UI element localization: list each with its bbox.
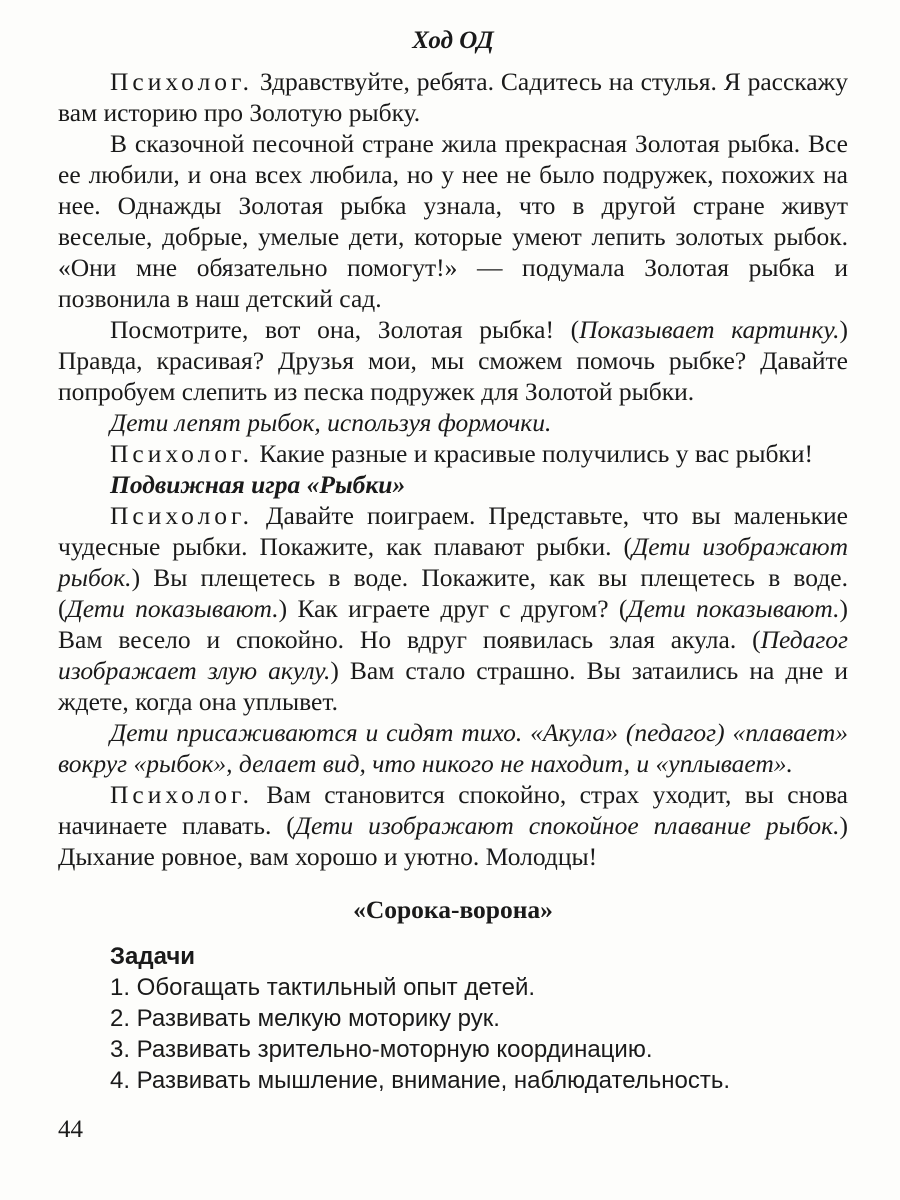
game-subheading: Подвижная игра «Рыбки»	[110, 470, 406, 499]
speaker-label: Психолог.	[110, 67, 254, 96]
speaker-label: Психолог.	[110, 439, 254, 468]
speaker-label: Психолог.	[110, 501, 254, 530]
list-item: 2. Развивать мелкую моторику рук.	[110, 1005, 500, 1032]
paragraph-calm: Психолог. Вам становится спокойно, страх уходит, вы снова начинаете плавать. (Дети изображают спокойное плавание рыбок.) Дыхание ровное, вам хорошо и уютно. Молодцы!	[58, 780, 848, 871]
list-item: 3. Развивать зрительно-моторную координацию.	[110, 1036, 653, 1063]
speaker-label: Психолог.	[110, 780, 254, 809]
section-heading: Ход ОД	[412, 27, 494, 54]
paragraph-story: В сказочной песочной стране жила прекрасная Золотая рыбка. Все ее любили, и она всех любила, но у нее не было подружек, похожих на нее. Однажды Золотая рыбка узнала, что в другой стране живут веселые, добрые, умелые дети, которые умеют лепить золотых рыбок. «Они мне обязательно помогут!» — подумала Золотая рыбка и позвонила в наш детский сад.	[58, 129, 848, 313]
paragraph-greeting: Психолог. Здравствуйте, ребята. Садитесь на стулья. Я расскажу вам историю про Золотую рыбку.	[58, 67, 848, 127]
tasks-list	[58, 972, 848, 1096]
paragraph-show-fish: Посмотрите, вот она, Золотая рыбка! (Показывает картинку.) Правда, красивая? Друзья мои, мы сможем помочь рыбке? Давайте попробуем слепить из песка подружек для Золотой рыбки.	[58, 315, 848, 406]
page-number: 44	[58, 1116, 83, 1143]
stage-direction-sculpting: Дети лепят рыбок, используя формочки.	[110, 408, 552, 437]
list-item: 4. Развивать мышление, внимание, наблюдательность.	[110, 1067, 731, 1094]
tasks-title: Задачи	[110, 943, 196, 970]
stage-direction-shark: Дети присаживаются и сидят тихо. «Акула» (педагог) «плавает» вокруг «рыбок», делает вид, что никого не находит, и «уплывает».	[58, 718, 848, 778]
paragraph-game: Психолог. Давайте поиграем. Представьте, что вы маленькие чудесные рыбки. Покажите, как плавают рыбки. (Дети изображают рыбок.) Вы плещетесь в воде. Покажите, как вы плещетесь в воде. (Дети показывают.) Как играете друг с другом? (Дети показывают.) Вам весело и спокойно. Но вдруг появилась злая акула. (Педагог изображает злую акулу.) Вам стало страшно. Вы затаились на дне и ждете, когда она уплывет.	[58, 501, 848, 716]
list-item: 1. Обогащать тактильный опыт детей.	[110, 974, 536, 1001]
section-title: «Сорока-ворона»	[353, 895, 553, 924]
paragraph-praise: Психолог. Какие разные и красивые получились у вас рыбки!	[110, 439, 813, 468]
